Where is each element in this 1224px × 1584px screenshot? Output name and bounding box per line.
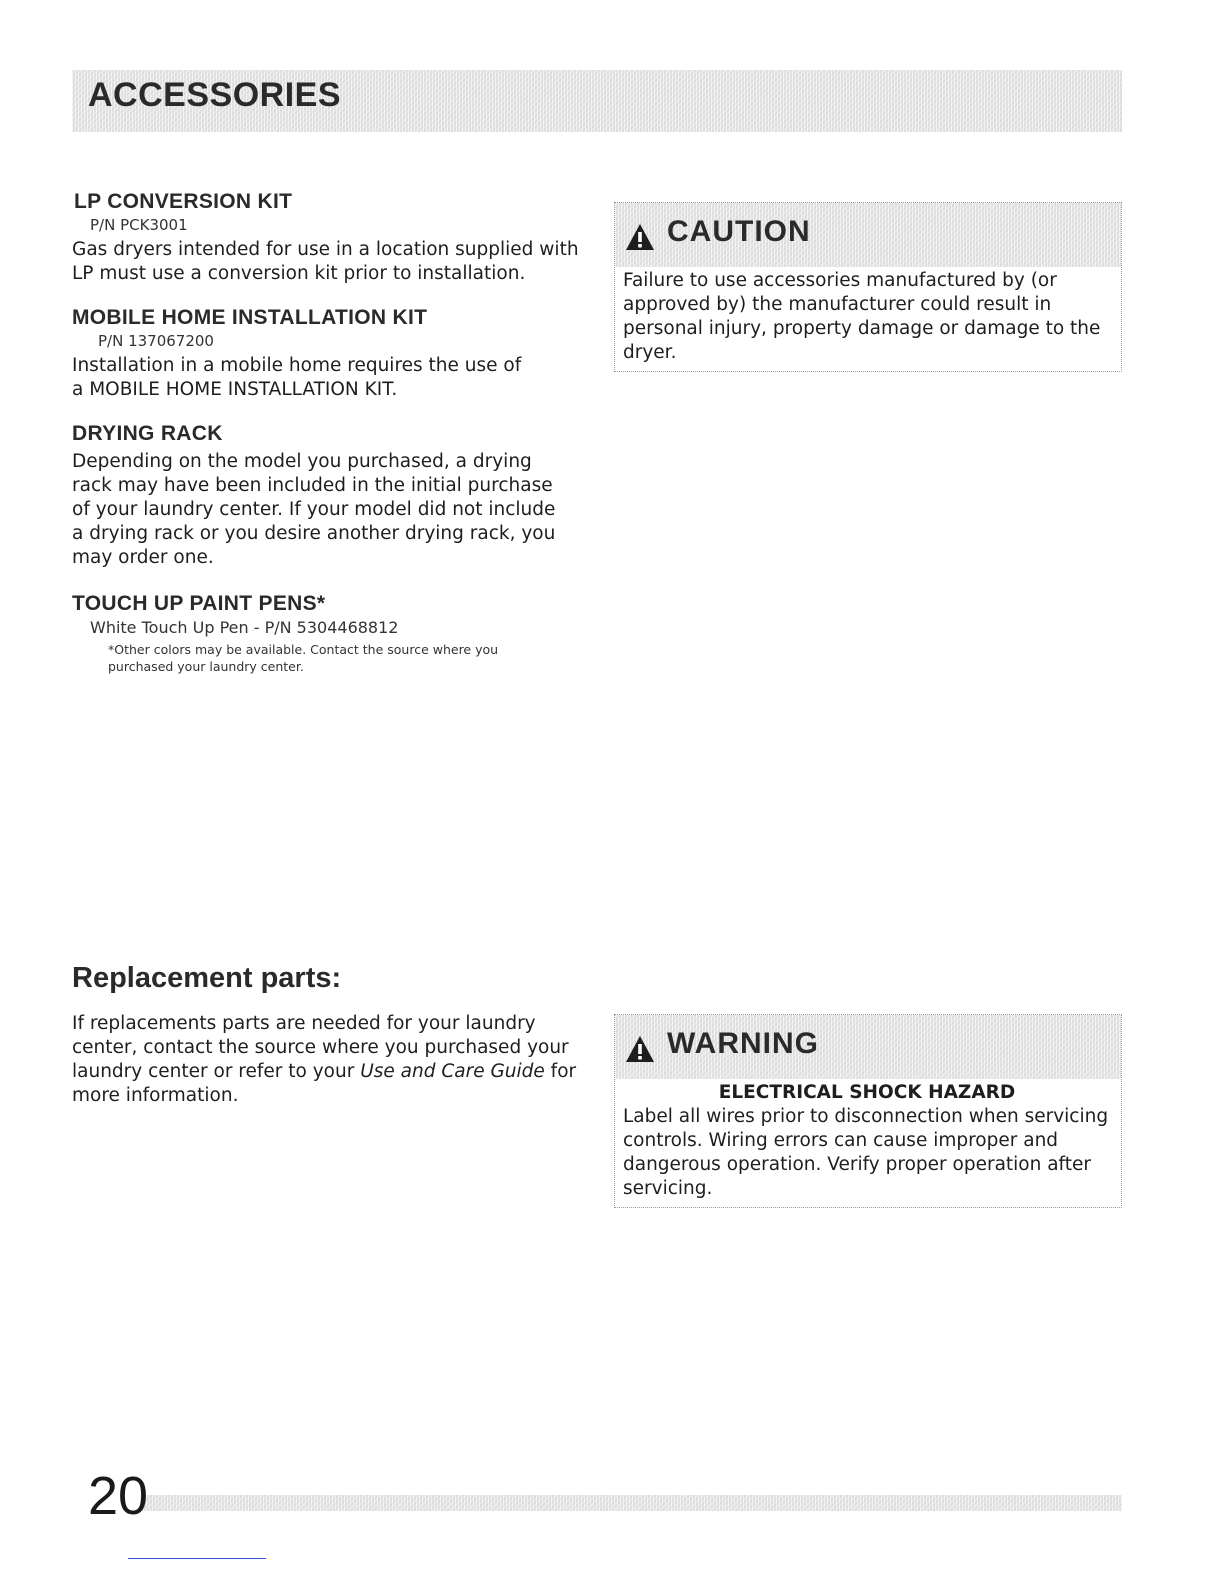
section-lp-conversion-kit <box>72 190 592 286</box>
caution-box <box>614 202 1122 372</box>
section-body: Gas dryers intended for use in a location supplied with LP must use a conversion kit prior to installation. <box>72 239 579 284</box>
footnote: *Other colors may be available. Contact the source where you purchased your laundry center. <box>108 642 499 674</box>
section-title: TOUCH UP PAINT PENS* <box>72 592 326 615</box>
section-body: Depending on the model you purchased, a drying rack may have been included in the initial purchase of your laundry center. If your model did not include a drying rack or you desire another drying rack, you may order one. <box>72 451 556 568</box>
warning-triangle-icon <box>625 223 655 251</box>
section-title: DRYING RACK <box>72 422 223 445</box>
warning-body: Label all wires prior to disconnection when servicing controls. Wiring errors can cause improper and dangerous operation. Verify proper operation after servicing. <box>623 1106 1109 1199</box>
replacement-parts-title: Replacement parts: <box>72 962 342 994</box>
section-title: MOBILE HOME INSTALLATION KIT <box>72 306 428 329</box>
replacement-body-text-end: for more information. <box>72 1061 577 1106</box>
page-number: 20 <box>88 1466 149 1526</box>
warning-content <box>615 1079 1121 1207</box>
part-number: White Touch Up Pen - P/N 5304468812 <box>90 618 399 637</box>
warning-header <box>615 1015 1121 1079</box>
footer-band <box>140 1495 1122 1511</box>
section-mobile-home-kit <box>72 306 592 402</box>
page-title: ACCESSORIES <box>88 76 341 114</box>
use-and-care-guide-ref: Use and Care Guide <box>360 1061 545 1082</box>
warning-label: WARNING <box>667 1027 819 1060</box>
section-drying-rack <box>72 422 592 570</box>
footer-rule <box>128 1558 266 1559</box>
replacement-body-text: If replacements parts are needed for your laundry center, contact the source where you purchased your laundry center or refer to your <box>72 1013 569 1082</box>
section-body: Installation in a mobile home requires the use of a MOBILE HOME INSTALLATION KIT. <box>72 355 522 400</box>
caution-header <box>615 203 1121 267</box>
part-number: P/N PCK3001 <box>90 216 188 234</box>
warning-subtitle: ELECTRICAL SHOCK HAZARD <box>718 1082 1016 1103</box>
warning-box <box>614 1014 1122 1208</box>
replacement-parts-body <box>72 1012 592 1108</box>
caution-label: CAUTION <box>667 215 811 248</box>
section-title: LP CONVERSION KIT <box>74 190 293 213</box>
part-number: P/N 137067200 <box>98 332 214 350</box>
warning-triangle-icon <box>625 1035 655 1063</box>
caution-body: Failure to use accessories manufactured by (or approved by) the manufacturer could result in personal injury, property damage or damage to the dryer. <box>623 270 1101 363</box>
section-touch-up-paint-pens <box>72 592 592 675</box>
header-band <box>72 70 1122 132</box>
